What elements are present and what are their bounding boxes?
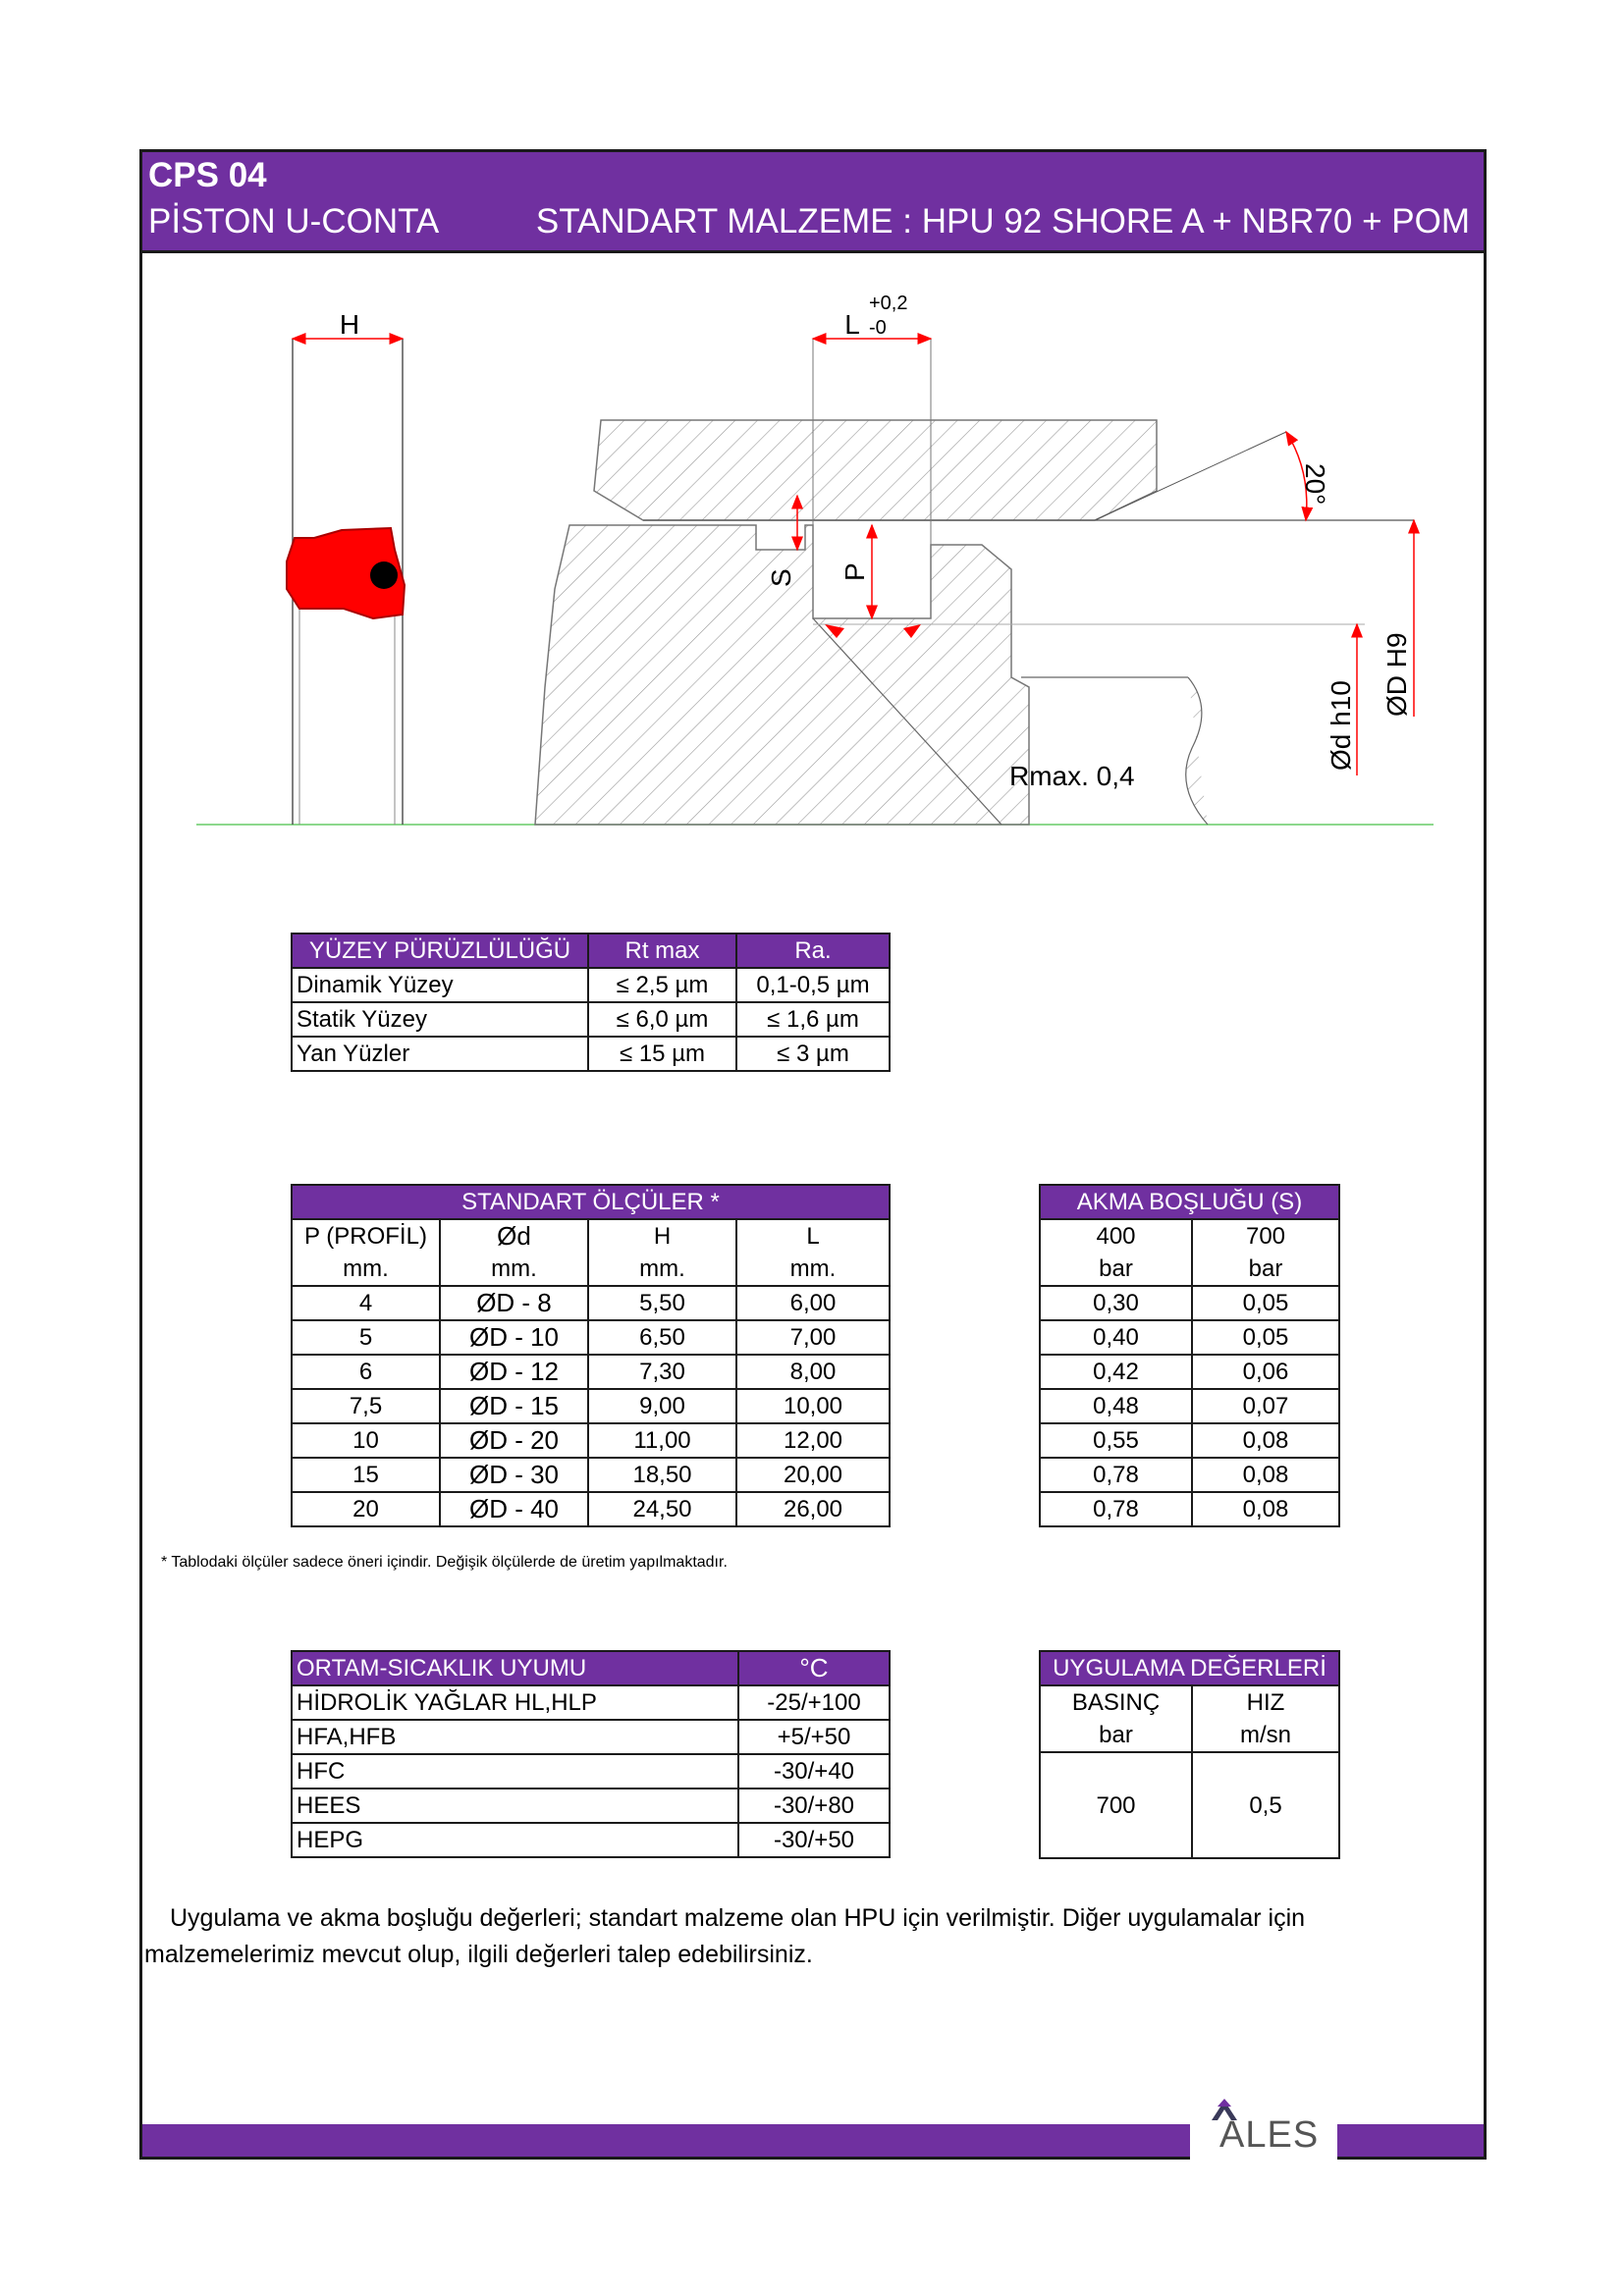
table-cell: HİDROLİK YAĞLAR HL,HLP xyxy=(292,1685,738,1720)
media-temperature-table xyxy=(291,1650,891,1858)
header-cell: STANDART ÖLÇÜLER * xyxy=(292,1185,890,1219)
header-cell: YÜZEY PÜRÜZLÜLÜĞÜ xyxy=(292,934,588,968)
table-row xyxy=(292,1002,890,1037)
table-row xyxy=(292,1286,890,1320)
table-cell: 18,50 xyxy=(588,1458,736,1492)
seal-profile xyxy=(287,339,405,825)
table-cell: +5/+50 xyxy=(738,1720,890,1754)
table-row xyxy=(1040,1355,1339,1389)
table-row xyxy=(292,1492,890,1526)
table-row xyxy=(1040,1492,1339,1526)
table-cell: 7,00 xyxy=(736,1320,890,1355)
header-cell: ORTAM-SICAKLIK UYUMU xyxy=(292,1651,738,1685)
table-cell: 0,30 xyxy=(1040,1286,1192,1320)
table-cell: 7,30 xyxy=(588,1355,736,1389)
table-cell: 6,00 xyxy=(736,1286,890,1320)
table-row xyxy=(1040,1320,1339,1355)
table-cell: mm. xyxy=(440,1253,588,1286)
l-tolerance-plus: +0,2 xyxy=(869,293,908,314)
table-cell: 5,50 xyxy=(588,1286,736,1320)
l-label: L xyxy=(844,309,860,340)
table-cell: ≤ 15 µm xyxy=(588,1037,736,1071)
table-cell: -30/+50 xyxy=(738,1823,890,1857)
table-row xyxy=(292,1219,890,1253)
table-cell: 400 xyxy=(1040,1219,1192,1253)
table-cell: ≤ 2,5 µm xyxy=(588,968,736,1002)
application-values-table xyxy=(1039,1650,1340,1859)
rmax-label: Rmax. 0,4 xyxy=(1009,761,1135,791)
table-row xyxy=(1040,1685,1339,1719)
table-row xyxy=(1040,1651,1339,1685)
table-cell: m/sn xyxy=(1192,1719,1339,1752)
table-cell: 700 xyxy=(1192,1219,1339,1253)
table-cell: 6,50 xyxy=(588,1320,736,1355)
table-cell: ØD - 12 xyxy=(440,1355,588,1389)
table-cell: 5 xyxy=(292,1320,440,1355)
table-row xyxy=(1040,1219,1339,1253)
table-cell: mm. xyxy=(292,1253,440,1286)
table-cell: 8,00 xyxy=(736,1355,890,1389)
table-cell: bar xyxy=(1040,1719,1192,1752)
table-row xyxy=(292,1458,890,1492)
table-cell: ≤ 1,6 µm xyxy=(736,1002,890,1037)
table-cell: ØD - 40 xyxy=(440,1492,588,1526)
table-cell: Yan Yüzler xyxy=(292,1037,588,1071)
table-cell: -30/+80 xyxy=(738,1789,890,1823)
table-cell: 0,42 xyxy=(1040,1355,1192,1389)
table-row xyxy=(1040,1719,1339,1752)
d-h10-label: Ød h10 xyxy=(1326,680,1356,771)
o-ring xyxy=(370,561,398,589)
table-cell: bar xyxy=(1040,1253,1192,1286)
table-cell: ØD - 15 xyxy=(440,1389,588,1423)
table-cell: 0,78 xyxy=(1040,1492,1192,1526)
table-cell: 24,50 xyxy=(588,1492,736,1526)
table-cell: H xyxy=(588,1219,736,1253)
table-cell: mm. xyxy=(736,1253,890,1286)
product-code: CPS 04 xyxy=(148,156,267,194)
table-cell: 10 xyxy=(292,1423,440,1458)
s-label: S xyxy=(766,568,796,587)
table-cell: 0,78 xyxy=(1040,1458,1192,1492)
table-row xyxy=(292,1685,890,1720)
table-cell: HFC xyxy=(292,1754,738,1789)
cylinder-section xyxy=(594,420,1414,520)
table-cell: 0,55 xyxy=(1040,1423,1192,1458)
table-row xyxy=(1040,1423,1339,1458)
table-row xyxy=(292,1389,890,1423)
technical-drawing xyxy=(0,0,1624,844)
table-cell: 0,48 xyxy=(1040,1389,1192,1423)
table-cell: -25/+100 xyxy=(738,1685,890,1720)
table-row xyxy=(292,1185,890,1219)
table-row xyxy=(292,1423,890,1458)
table-row xyxy=(1040,1752,1339,1858)
p-label: P xyxy=(839,562,870,581)
header-cell: Ra. xyxy=(736,934,890,968)
table-cell: ØD - 30 xyxy=(440,1458,588,1492)
table-row xyxy=(292,1651,890,1685)
table-footnote: * Tablodaki ölçüler sadece öneri içindir. Değişik ölçülerde de üretim yapılmaktadır. xyxy=(161,1554,728,1571)
table-cell: ØD - 20 xyxy=(440,1423,588,1458)
table-cell: 0,08 xyxy=(1192,1492,1339,1526)
table-row xyxy=(1040,1185,1339,1219)
table-cell: 0,1-0,5 µm xyxy=(736,968,890,1002)
table-cell: 26,00 xyxy=(736,1492,890,1526)
table-cell: mm. xyxy=(588,1253,736,1286)
table-cell: Ød xyxy=(440,1219,588,1253)
table-cell: HFA,HFB xyxy=(292,1720,738,1754)
table-cell: Statik Yüzey xyxy=(292,1002,588,1037)
table-row xyxy=(292,1320,890,1355)
table-row xyxy=(292,1720,890,1754)
table-cell: Dinamik Yüzey xyxy=(292,968,588,1002)
table-cell: 0,08 xyxy=(1192,1458,1339,1492)
extrusion-gap-table xyxy=(1039,1184,1340,1527)
table-cell: -30/+40 xyxy=(738,1754,890,1789)
table-cell: 15 xyxy=(292,1458,440,1492)
application-note: Uygulama ve akma boşluğu değerleri; standart malzeme olan HPU için verilmiştir. Diğer uygulamalar için malzemelerimiz mevcut olup, ilgili değerleri talep edebilirsiniz. xyxy=(144,1904,1306,1968)
table-cell: ≤ 6,0 µm xyxy=(588,1002,736,1037)
table-cell: 0,07 xyxy=(1192,1389,1339,1423)
h-label: H xyxy=(339,309,360,340)
table-cell: 12,00 xyxy=(736,1423,890,1458)
table-cell: 11,00 xyxy=(588,1423,736,1458)
table-cell: 4 xyxy=(292,1286,440,1320)
piston-section xyxy=(535,525,1365,825)
product-subtitle: PİSTON U-CONTA xyxy=(148,202,440,240)
table-cell: P (PROFİL) xyxy=(292,1219,440,1253)
table-cell: HEES xyxy=(292,1789,738,1823)
table-row xyxy=(292,1789,890,1823)
table-cell: 700 xyxy=(1040,1752,1192,1858)
l-tolerance-minus: -0 xyxy=(869,317,887,339)
table-cell: 0,06 xyxy=(1192,1355,1339,1389)
table-row xyxy=(292,968,890,1002)
table-cell: HEPG xyxy=(292,1823,738,1857)
logo-text: ALES xyxy=(1219,2114,1320,2156)
table-cell: L xyxy=(736,1219,890,1253)
table-row xyxy=(1040,1389,1339,1423)
header-cell: UYGULAMA DEĞERLERİ xyxy=(1040,1651,1339,1685)
header-cell: AKMA BOŞLUĞU (S) xyxy=(1040,1185,1339,1219)
table-cell: ≤ 3 µm xyxy=(736,1037,890,1071)
table-row xyxy=(292,1823,890,1857)
table-cell: 20 xyxy=(292,1492,440,1526)
table-cell: HIZ xyxy=(1192,1685,1339,1719)
table-row xyxy=(292,1253,890,1286)
table-cell: 7,5 xyxy=(292,1389,440,1423)
table-row xyxy=(292,934,890,968)
table-row xyxy=(1040,1286,1339,1320)
table-row xyxy=(1040,1253,1339,1286)
standard-material: STANDART MALZEME : HPU 92 SHORE A + NBR70 + POM xyxy=(535,202,1470,240)
table-row xyxy=(292,1037,890,1071)
header-cell: Rt max xyxy=(588,934,736,968)
table-cell: 0,08 xyxy=(1192,1423,1339,1458)
table-cell: bar xyxy=(1192,1253,1339,1286)
standard-dimensions-table xyxy=(291,1184,891,1527)
table-cell: 0,05 xyxy=(1192,1286,1339,1320)
table-row xyxy=(292,1754,890,1789)
table-cell: 0,5 xyxy=(1192,1752,1339,1858)
table-cell: 6 xyxy=(292,1355,440,1389)
table-cell: 10,00 xyxy=(736,1389,890,1423)
table-cell: 0,05 xyxy=(1192,1320,1339,1355)
table-cell: 0,40 xyxy=(1040,1320,1192,1355)
table-cell: 9,00 xyxy=(588,1389,736,1423)
table-cell: ØD - 10 xyxy=(440,1320,588,1355)
D-H9-label: ØD H9 xyxy=(1381,632,1412,717)
table-cell: 20,00 xyxy=(736,1458,890,1492)
table-cell: BASINÇ xyxy=(1040,1685,1192,1719)
table-row xyxy=(292,1355,890,1389)
table-cell: ØD - 8 xyxy=(440,1286,588,1320)
angle-label: 20° xyxy=(1300,463,1330,506)
header-cell: °C xyxy=(738,1651,890,1685)
table-row xyxy=(1040,1458,1339,1492)
surface-roughness-table xyxy=(291,933,891,1072)
